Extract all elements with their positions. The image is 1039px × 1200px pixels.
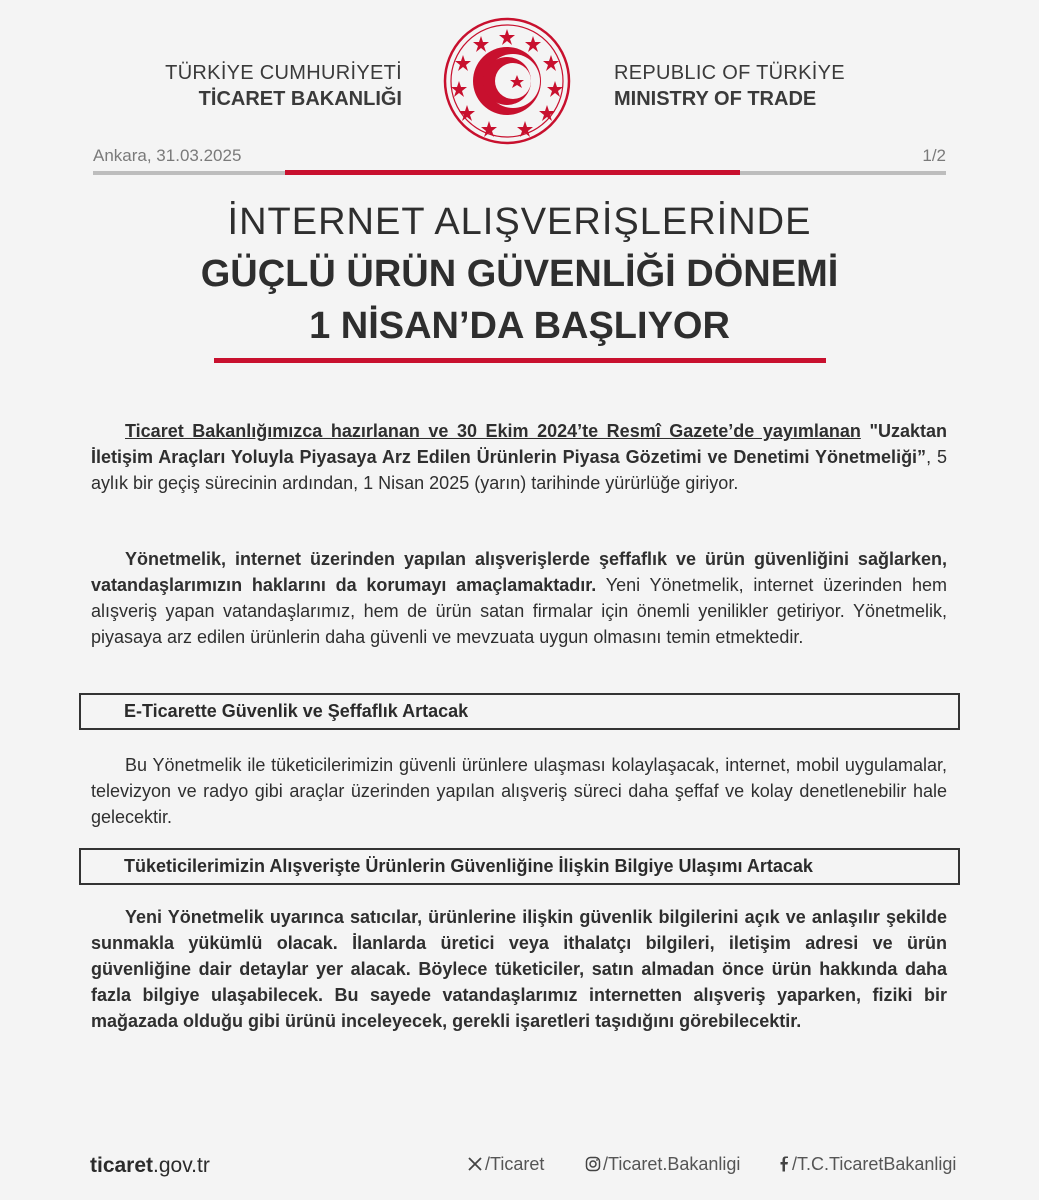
header-divider-accent <box>285 170 740 175</box>
ministry-name-tr <box>150 60 402 112</box>
x-handle: /Ticaret <box>485 1154 545 1174</box>
title-line1: İNTERNET ALIŞVERİŞLERİNDE <box>227 201 812 243</box>
title-line2: GÜÇLÜ ÜRÜN GÜVENLİĞİ DÖNEMİ <box>200 253 839 295</box>
facebook-social-link[interactable] <box>778 1154 956 1175</box>
security-text: Bu Yönetmelik ile tüketicilerimizin güvenli ürünlere ulaşması kolaylaşacak, internet, mobil uygulamalar, televizyon ve radyo gibi araçlar üzerinden yapılan alışveriş süreci daha şeffaf ve kolay denetlenebilir hale gelecektir. <box>91 755 947 827</box>
intro-bold-underlined: Ticaret Bakanlığımızca hazırlanan ve 30 Ekim 2024’te Resmî Gazete’de yayımlanan <box>125 421 861 441</box>
website-domain: .gov.tr <box>153 1154 210 1177</box>
document-date: Ankara, 31.03.2025 <box>93 146 242 165</box>
header-en-line2: MINISTRY OF TRADE <box>614 88 817 110</box>
website-link[interactable] <box>90 1154 210 1178</box>
purpose-bold: Yönetmelik, internet üzerinden yapılan alışverişlerde şeffaflık ve ürün güvenliğini sağlarken, vatandaşlarımızın haklarını da korumayı amaçlamaktadır. <box>91 549 947 595</box>
paragraph-information <box>91 904 947 1034</box>
header-tr-line2: TİCARET BAKANLIĞI <box>198 88 402 110</box>
ministry-seal-logo <box>443 17 571 145</box>
paragraph-purpose <box>91 546 947 650</box>
header-en-line1: REPUBLIC OF TÜRKİYE <box>614 62 845 84</box>
section-heading-security: E-Ticarette Güvenlik ve Şeffaflık Artacak <box>79 693 960 730</box>
x-icon <box>467 1156 483 1172</box>
header-tr-line1: TÜRKİYE CUMHURİYETİ <box>165 62 402 84</box>
facebook-icon <box>778 1156 790 1172</box>
intro-rest: , 5 aylık bir geçiş sürecinin ardından, 1 Nisan 2025 (yarın) tarihinde yürürlüğe giriyor. <box>91 447 947 493</box>
page-number: 1/2 <box>922 146 946 165</box>
website-bold: ticaret <box>90 1154 154 1177</box>
paragraph-intro <box>91 418 947 496</box>
paragraph-security <box>91 752 947 830</box>
title-line3: 1 NİSAN’DA BAŞLIYOR <box>309 305 730 347</box>
ministry-name-en <box>614 60 914 112</box>
purpose-rest: Yeni Yönetmelik, internet üzerinden hem alışveriş yapan vatandaşlarımız, hem de ürün satan firmalar için önemli yenilikler getiriyor. Yönetmelik, piyasaya arz edilen ürünlerin daha güvenli ve mevzuata uygun olmasını temin etmektedir. <box>91 575 947 647</box>
regulation-name: "Uzaktan İletişim Araçları Yoluyla Piyasaya Arz Edilen Ürünlerin Piyasa Gözetimi ve Denetimi Yönetmeliği” <box>91 421 947 467</box>
facebook-handle: /T.C.TicaretBakanligi <box>792 1154 957 1174</box>
information-text: Yeni Yönetmelik uyarınca satıcılar, ürünlerine ilişkin güvenlik bilgilerini açık ve anlaşılır şekilde sunmakla yükümlü olacak. İlanlarda üretici veya ithalatçı bilgileri, iletişim adresi ve ürün güvenliğine dair detaylar yer alacak. Böylece tüketiciler, satın almadan önce ürün hakkında daha fazla bilgiye ulaşabilecek. Bu sayede vatandaşlarımız internetten alışveriş yaparken, fiziki bir mağazada olduğu gibi ürünü inceleyecek, gerekli işaretleri taşıdığını görebilecektir. <box>91 907 947 1031</box>
instagram-icon <box>585 1156 601 1172</box>
section-heading-information: Tüketicilerimizin Alışverişte Ürünlerin Güvenliğine İlişkin Bilgiye Ulaşımı Artacak <box>79 848 960 885</box>
title-divider <box>214 358 826 363</box>
instagram-handle: /Ticaret.Bakanligi <box>603 1154 741 1174</box>
x-social-link[interactable] <box>467 1154 544 1175</box>
instagram-social-link[interactable] <box>585 1154 740 1175</box>
